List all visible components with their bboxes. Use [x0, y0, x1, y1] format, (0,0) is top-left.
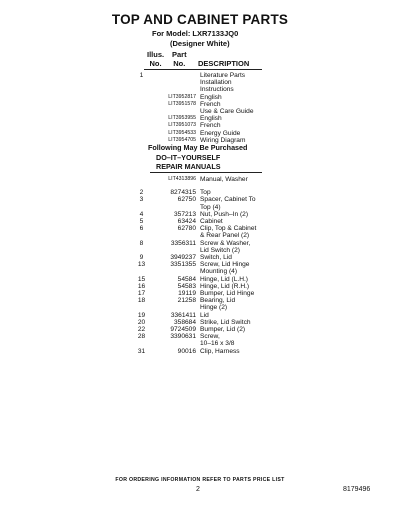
part-number: 54584	[177, 275, 196, 283]
table-row	[130, 101, 310, 115]
diy-heading-line1: DO–IT–YOURSELF	[156, 153, 221, 162]
diy-heading-line2: REPAIR MANUALS	[156, 161, 221, 171]
header-rule	[144, 69, 262, 70]
table-row	[130, 115, 310, 122]
table-row	[130, 176, 310, 183]
part-description: French	[200, 122, 221, 130]
illus-number: 15	[137, 275, 146, 283]
part-number: 21258	[177, 297, 196, 305]
part-description: Spacer, Cabinet To Top (4)	[200, 196, 256, 211]
part-description: Lid	[200, 311, 209, 319]
table-row	[130, 196, 310, 210]
illus-number: 20	[137, 318, 146, 326]
part-description: Bumper, Lid Hinge	[200, 290, 255, 298]
parts-list	[130, 176, 310, 355]
part-description: Nut, Push–In (2)	[200, 210, 249, 218]
part-number: 3949237	[170, 254, 196, 262]
illus-number: 9	[139, 254, 144, 262]
ordering-note: FOR ORDERING INFORMATION REFER TO PARTS PRICE LIST	[115, 477, 285, 483]
part-description: Wiring Diagram	[200, 136, 246, 144]
diy-heading	[156, 154, 221, 171]
part-number: 3351355	[170, 261, 196, 269]
table-row	[130, 225, 310, 239]
document-number: 8179496	[343, 486, 371, 493]
table-row	[130, 94, 310, 101]
part-number: 3356311	[170, 239, 196, 247]
part-description: Screw & Washer, Lid Switch (2)	[200, 239, 251, 254]
part-description: Top	[200, 189, 211, 197]
table-row	[130, 218, 310, 225]
part-description: Manual, Washer	[200, 176, 248, 183]
diy-rule	[150, 172, 262, 173]
column-header-description: DESCRIPTION	[198, 59, 250, 68]
part-number: 90016	[177, 347, 196, 355]
table-row	[130, 240, 310, 254]
part-description: Strike, Lid Switch	[200, 318, 251, 326]
table-row	[130, 319, 310, 326]
table-row	[130, 348, 310, 355]
model-label: For Model: LXR7133JQ0	[152, 29, 239, 38]
part-description: English	[200, 93, 222, 101]
table-row	[130, 261, 310, 275]
part-number: LIT3951073	[168, 122, 196, 129]
part-description: Screw, Lid Hinge Mounting (4)	[200, 261, 250, 276]
table-row	[130, 72, 310, 94]
part-number: 3390631	[170, 333, 196, 341]
part-number: LIT3952817	[168, 93, 196, 100]
part-number: 62750	[177, 196, 196, 204]
part-description: Clip, Harness	[200, 347, 240, 355]
illus-number	[130, 122, 153, 129]
illus-number	[130, 130, 153, 137]
illus-number: 6	[139, 225, 144, 233]
page-title: TOP AND CABINET PARTS	[111, 12, 289, 27]
column-header-illus	[147, 50, 164, 68]
column-header-illus-line1: Illus.	[147, 50, 165, 59]
column-header-part-line2: No.	[173, 59, 186, 68]
part-number: 62780	[177, 225, 196, 233]
table-row	[130, 189, 310, 196]
part-number: 8274315	[170, 189, 196, 197]
part-description: Bumper, Lid (2)	[200, 326, 246, 334]
table-row	[130, 326, 310, 333]
illus-number: 8	[139, 239, 144, 247]
illus-number: 17	[137, 290, 146, 298]
table-row	[130, 290, 310, 297]
part-number: 3361411	[170, 311, 196, 319]
illus-number: 5	[139, 218, 144, 226]
part-number: LIT3954533	[168, 129, 196, 136]
illus-number: 1	[139, 72, 144, 79]
part-description: Switch, Lid	[200, 254, 232, 262]
table-row	[130, 333, 310, 347]
page-number: 2	[196, 486, 200, 493]
illus-number: 13	[137, 261, 146, 269]
table-row	[130, 276, 310, 283]
following-heading: Following May Be Purchased	[148, 143, 248, 152]
part-description: Cabinet	[200, 218, 223, 226]
part-description: Screw, 10–16 x 3/8	[200, 333, 235, 348]
part-description: Literature Parts Installation Instructions	[200, 72, 246, 94]
illus-number: 3	[139, 196, 144, 204]
part-number: 63424	[177, 218, 196, 226]
part-description: Energy Guide	[200, 129, 241, 137]
table-row	[130, 122, 310, 129]
variant-label: (Designer White)	[170, 39, 230, 48]
column-header-illus-line2: No.	[149, 59, 162, 68]
illus-number: 19	[137, 311, 146, 319]
illus-number	[130, 94, 153, 101]
illus-number: 22	[137, 326, 146, 334]
illus-number: 16	[137, 282, 146, 290]
part-number: 357213	[173, 210, 196, 218]
table-row	[130, 130, 310, 137]
part-number	[153, 72, 200, 94]
illus-number: 28	[137, 333, 146, 341]
part-number: LIT4313896	[168, 176, 196, 182]
illus-number: 2	[139, 189, 144, 197]
part-number: 54583	[177, 282, 196, 290]
part-description: French Use & Care Guide	[200, 100, 254, 116]
column-header-part	[172, 50, 187, 68]
part-number: 19119	[178, 290, 196, 298]
illus-number	[130, 176, 153, 183]
illus-number: 31	[137, 347, 146, 355]
table-row	[130, 211, 310, 218]
table-row	[130, 283, 310, 290]
part-description: English	[200, 115, 222, 123]
table-row	[130, 254, 310, 261]
part-number: 358684	[173, 318, 196, 326]
column-header-part-line1: Part	[172, 50, 187, 59]
table-row	[130, 297, 310, 311]
part-number: LIT3953955	[168, 115, 196, 122]
illus-number	[130, 101, 153, 115]
table-row	[130, 312, 310, 319]
part-number: 9724509	[170, 326, 196, 334]
illus-number: 18	[137, 297, 146, 305]
part-number: LIT3954705	[168, 136, 196, 143]
part-description: Clip, Top & Cabinet & Rear Panel (2)	[200, 225, 257, 240]
illus-number	[130, 115, 153, 122]
part-number: LIT3951578	[168, 100, 196, 107]
illus-number: 4	[139, 210, 144, 218]
part-description: Hinge, Lid (R.H.)	[200, 282, 250, 290]
literature-list	[130, 72, 310, 144]
part-description: Bearing, Lid Hinge (2)	[200, 297, 236, 312]
part-description: Hinge, Lid (L.H.)	[200, 275, 249, 283]
